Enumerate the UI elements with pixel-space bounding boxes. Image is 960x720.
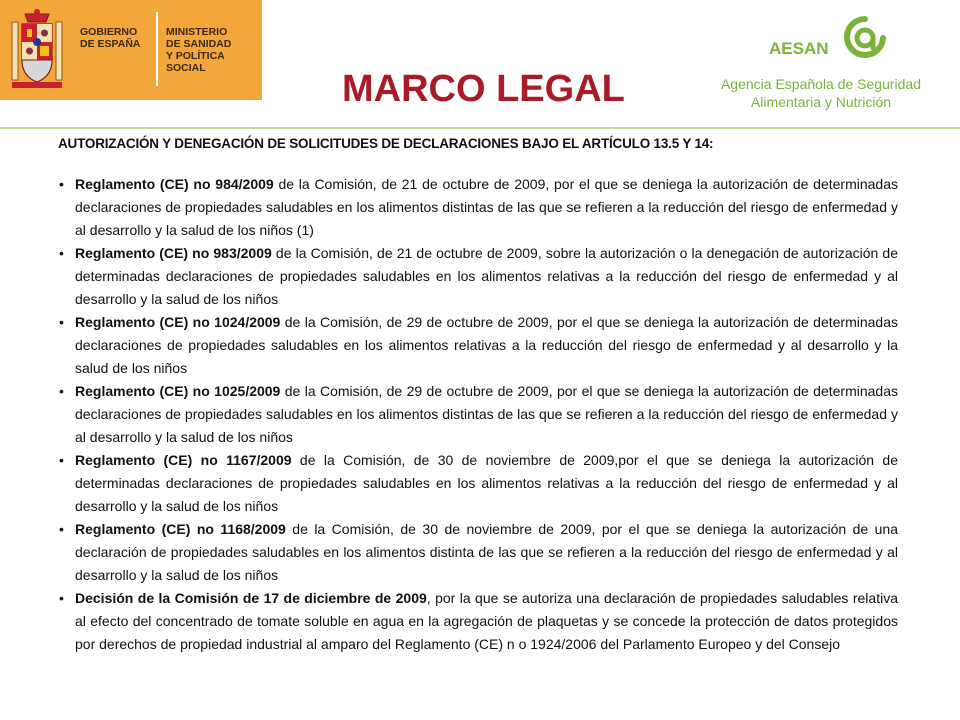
regulation-list <box>58 173 898 656</box>
regulation-description: de la Comisión, de 29 de octubre de 2009, por el que se deniega la autorización de determinadas declaraciones de propiedades saludables en los alimentos distintas de las que se refieren a la reducción del riesgo de enfermedad y al desarrollo y la salud de los niños <box>75 383 898 445</box>
page-title: MARCO LEGAL <box>342 68 625 110</box>
section-subtitle: AUTORIZACIÓN Y DENEGACIÓN DE SOLICITUDES DE DECLARACIONES BAJO EL ARTÍCULO 13.5 Y 14: <box>58 136 714 151</box>
logo-divider <box>156 12 158 86</box>
ministry-label: MINISTERIO DE SANIDAD Y POLÍTICA SOCIAL <box>166 26 232 74</box>
regulation-title: Reglamento (CE) no 984/2009 <box>75 176 274 192</box>
header-divider-line <box>0 127 960 129</box>
regulation-title: Reglamento (CE) no 1168/2009 <box>75 521 286 537</box>
regulation-item <box>58 587 898 656</box>
bullet-icon: • <box>59 245 64 261</box>
aesan-logo-icon <box>843 14 887 62</box>
regulation-title: Reglamento (CE) no 983/2009 <box>75 245 272 261</box>
main-content <box>58 134 898 656</box>
header <box>0 0 960 128</box>
regulation-item <box>58 242 898 311</box>
regulation-title: Reglamento (CE) no 1167/2009 <box>75 452 292 468</box>
government-ministry-logo <box>0 0 262 100</box>
coat-of-arms-icon <box>10 8 64 92</box>
regulation-item <box>58 173 898 242</box>
regulation-description: de la Comisión, de 30 de noviembre de 2009, por el que se deniega la autorización de una declaración de propiedades saludables en los alimentos distinta de las que se refieren a la reducción del riesgo de enfermedad y al desarrollo y la salud de los niños <box>75 521 898 583</box>
regulation-item <box>58 518 898 587</box>
regulation-description: de la Comisión, de 21 de octubre de 2009, sobre la autorización o la denegación de autorización de determinadas declaraciones de propiedades saludables en los alimentos relativas a la reducción del riesgo de enfermedad y al desarrollo y la salud de los niños <box>75 245 899 307</box>
bullet-icon: • <box>59 314 64 330</box>
bullet-icon: • <box>59 383 64 399</box>
bullet-icon: • <box>59 521 64 537</box>
regulation-item <box>58 449 898 518</box>
regulation-title: Reglamento (CE) no 1024/2009 <box>75 314 281 330</box>
regulation-description: de la Comisión, de 29 de octubre de 2009, por el que se deniega la autorización de determinadas declaraciones de propiedades saludables en los alimentos relativas a la reducción del riesgo de enfermedad y al desarrollo y la salud de los niños <box>75 314 898 376</box>
government-of-spain-label: GOBIERNO DE ESPAÑA <box>80 26 141 50</box>
regulation-item <box>58 380 898 449</box>
regulation-description: de la Comisión, de 21 de octubre de 2009, por el que se deniega la autorización de determinadas declaraciones de propiedades saludables en los alimentos distintas de las que se refieren a la reducción del riesgo de enfermedad y al desarrollo y la salud de los niños (1) <box>75 176 899 238</box>
agency-name: Agencia Española de Seguridad Alimentaria y Nutrición <box>720 76 922 110</box>
bullet-icon: • <box>59 176 64 192</box>
regulation-title: Decisión de la Comisión de 17 de diciembre de 2009 <box>75 590 427 606</box>
bullet-icon: • <box>59 590 64 606</box>
agency-acronym: AESAN <box>769 39 829 58</box>
regulation-description: , por la que se autoriza una declaración de propiedades saludables relativa al efecto del concentrado de tomate soluble en agua en la agregación de plaquetas y se concede la protección de datos protegidos por derechos de propiedad industrial al amparo del Reglamento (CE) n o 1924/2006 del Parlamento Europeo y del Consejo <box>75 590 898 652</box>
regulation-description: de la Comisión, de 30 de noviembre de 2009,por el que se deniega la autorización de determinadas declaraciones de propiedades saludables en los alimentos relativas a la reducción del riesgo de enfermedad y al desarrollo y la salud de los niños <box>75 452 898 514</box>
regulation-title: Reglamento (CE) no 1025/2009 <box>75 383 281 399</box>
regulation-item <box>58 311 898 380</box>
bullet-icon: • <box>59 452 64 468</box>
